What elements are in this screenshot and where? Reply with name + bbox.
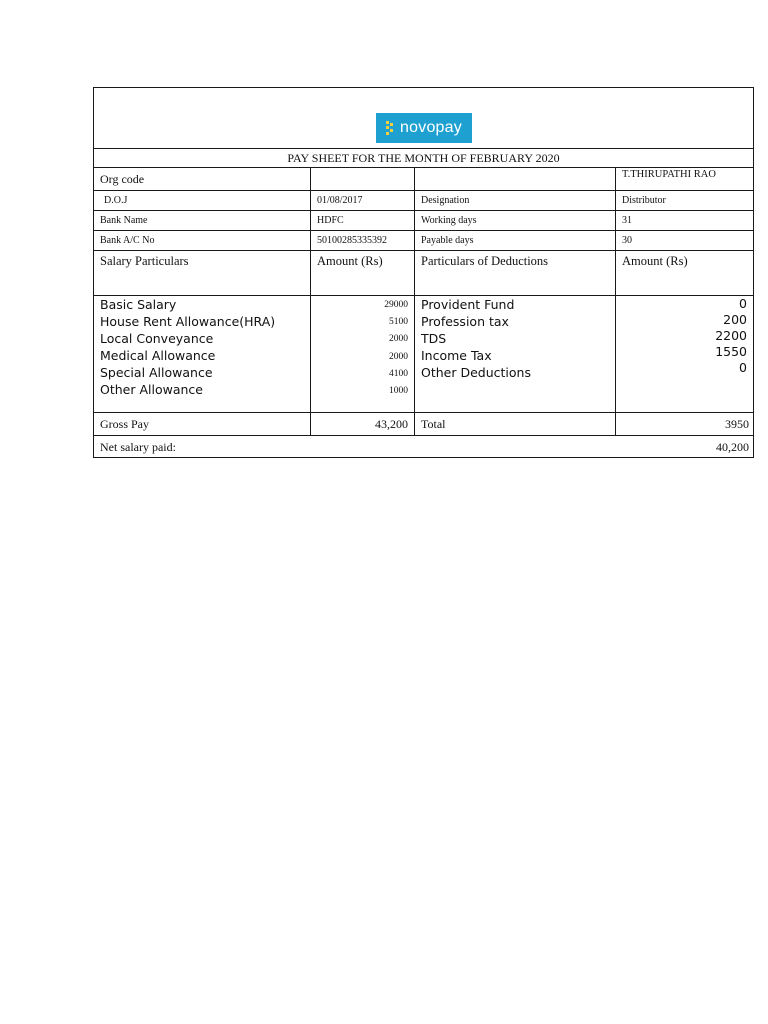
bank-name-value: HDFC: [311, 211, 415, 230]
payable-days-value: 30: [622, 235, 632, 246]
deduction-label: TDS: [421, 331, 447, 346]
novopay-logo: [376, 113, 472, 143]
earning-label: Other Allowance: [100, 382, 203, 397]
deduction-amounts: [616, 296, 755, 412]
gross-pay-value: 43,200: [311, 413, 415, 435]
doj-label: D.O.J: [94, 191, 311, 210]
deduction-label: Profession tax: [421, 314, 509, 329]
deductions-header: Particulars of Deductions: [415, 251, 616, 295]
earnings-labels: [94, 296, 311, 412]
net-salary-row: [94, 436, 753, 457]
deduction-label: Provident Fund: [421, 297, 515, 312]
earning-label: Basic Salary: [100, 297, 177, 312]
earning-label: Medical Allowance: [100, 348, 216, 363]
designation-label: Designation: [415, 191, 616, 210]
amount-header-earnings: Amount (Rs): [311, 251, 415, 295]
earning-amount: 4100: [389, 368, 408, 379]
org-code-value: [311, 168, 415, 190]
pay-sheet: [93, 87, 754, 458]
org-code-row: [94, 168, 753, 191]
org-code-blank: [415, 168, 616, 190]
earning-amount: 2000: [389, 334, 408, 345]
net-salary-value: 40,200: [716, 440, 749, 454]
deduction-label: Other Deductions: [421, 365, 531, 380]
amount-header-deductions: Amount (Rs): [622, 254, 688, 268]
deduction-amount: 0: [739, 360, 747, 375]
novopay-mark-icon: [386, 121, 396, 135]
deduction-amount: 2200: [715, 328, 747, 343]
bank-name-label: Bank Name: [94, 211, 311, 230]
total-value: 3950: [725, 417, 749, 431]
payable-days-label: Payable days: [415, 231, 616, 250]
earnings-amounts: [311, 296, 415, 412]
earning-label: Special Allowance: [100, 365, 213, 380]
title-row: [94, 149, 753, 168]
earning-label: Local Conveyance: [100, 331, 214, 346]
deduction-amount: 0: [739, 296, 747, 311]
bank-name-row: [94, 211, 753, 231]
earning-amount: 29000: [384, 300, 408, 310]
items-row: [94, 296, 753, 413]
earning-amount: 1000: [389, 385, 408, 396]
earning-label: House Rent Allowance(HRA): [100, 314, 276, 329]
account-value: 50100285335392: [311, 231, 415, 250]
working-days-value: 31: [622, 215, 632, 226]
total-label: Total: [415, 413, 616, 435]
doj-row: [94, 191, 753, 211]
net-salary-label: Net salary paid:: [100, 440, 176, 454]
column-header-row: [94, 251, 753, 296]
org-code-label: Org code: [94, 168, 311, 190]
deduction-labels: [415, 296, 616, 412]
earning-amount: 5100: [389, 317, 408, 328]
salary-particulars-header: Salary Particulars: [94, 251, 311, 295]
account-label: Bank A/C No: [94, 231, 311, 250]
deduction-label: Income Tax: [421, 348, 492, 363]
gross-pay-label: Gross Pay: [94, 413, 311, 435]
deduction-amount: 200: [723, 312, 747, 327]
deduction-amount: 1550: [715, 344, 747, 359]
employee-name: T.THIRUPATHI RAO: [622, 169, 716, 180]
earning-amount: 2000: [389, 351, 408, 362]
designation-value: Distributor: [622, 195, 666, 206]
logo-text: novopay: [400, 119, 462, 136]
page-title: PAY SHEET FOR THE MONTH OF FEBRUARY 2020: [287, 151, 560, 165]
working-days-label: Working days: [415, 211, 616, 230]
account-row: [94, 231, 753, 251]
logo-row: [94, 88, 753, 149]
doj-value: 01/08/2017: [311, 191, 415, 210]
gross-row: [94, 413, 753, 436]
